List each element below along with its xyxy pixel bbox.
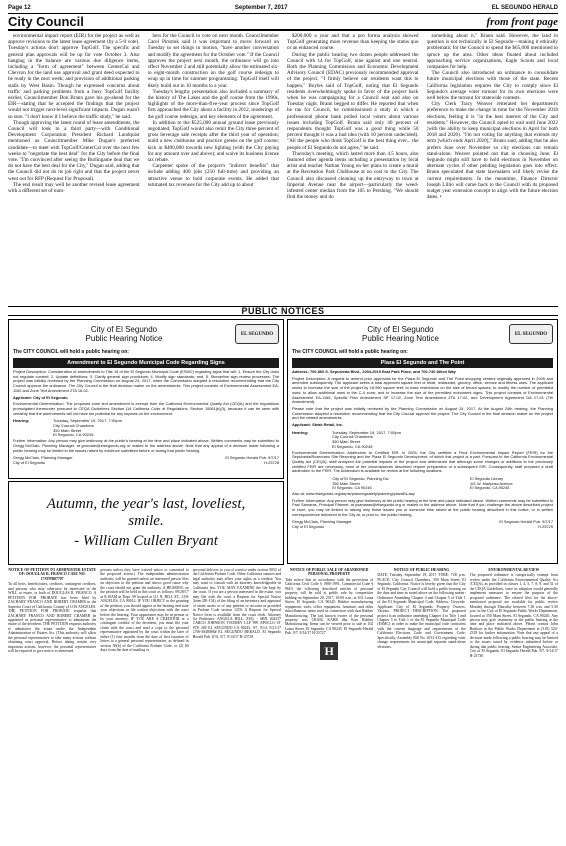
- notice-intro: The CITY COUNCIL will hold a public hearing on:: [292, 349, 408, 355]
- notice-env-block: [288, 451, 557, 475]
- continued-label: from front page: [486, 15, 558, 28]
- quote-box: [8, 481, 284, 565]
- notice-info: [288, 492, 557, 518]
- page-number: Page 12: [8, 5, 31, 11]
- quote-attribution: - William Cullen Bryant: [74, 533, 218, 549]
- notice-environmental: Environmental Determination: The proposed zone text amendment is exempt from the California Environmental Quality Act (CEQA) and the regulations promulgated thereunder pursuant to CEQA Guidelines Section (14 California Code of Regulations, Section 15061(b)(3), because it can be seen with certainty that the amendments will not have the potential for any impacts on the environment.: [13, 401, 279, 416]
- location-line: 111 W. Mariposa Avenue: [470, 480, 513, 486]
- sig-left: [292, 520, 352, 529]
- legal-heading: ENVIRONMENTAL REVIEW: [488, 568, 540, 572]
- article-col-4: [427, 33, 559, 313]
- notice-city: City of El Segundo: [90, 325, 158, 334]
- notice-signature: [9, 455, 283, 466]
- legal-text: The proposed ordinance is categorically exempt from review under the California Environmental Quality Act (CEQA), as provided in classes 1, 4, 5, 7, 8, 9, and 31 of the CEQA Guidelines, since its adoption would generally implement measures to ensure the purpose of the proposed ordinance. The related files for the above-mentioned proposal are available for public review Monday through Thursday between 7:30 a.m. and 5:30 p.m. in the City of El Segundo Public Works Department, located at 350 Main Street, El Segundo, CA 90245. Any person may give testimony at the public hearing at the time and place indicated above. Please contact John Barbour in the Public Works Department at (310) 524-2318 for further information. Note that any appeal of a decision made following a public hearing may be limited to the issues raised by evidence submitted before or during that public hearing. Senior Engineering Associate, City of El Segundo. El Segundo Herald Pub. 9/7, 9/14/17 H-25730: [469, 573, 558, 658]
- page-header-bar: [8, 3, 558, 13]
- article-paragraph: Thursday's meeting, which lasted more than 4.5 hours, also featured other agenda items including a presentation by local artist and teacher Nathan Young on her plans to create a mural at the Recreation Park Clubhouse at no cost to the City. The Council also discussed cleaning up the entryway to town at Imperial Avenue near the airport—particularly the weed-infested center median from the 105 to Pershing. "We should find the money and do: [287, 150, 419, 201]
- section-title: City Council: [8, 14, 84, 29]
- sig-line: Gregg McClain, Planning Manager: [292, 519, 352, 525]
- legal-text: Take notice that in accordance with the provisions of California Civil Code § 1980-1991, Commercial Code § 9610, the following described articles of personal property will be sold at public sale by competitive bidding on September 20, 2017, 10:00 a.m., at 102 Loma Street, El Segundo, CA 90245: Rubber manufacturing equipment, tools, office equipment, furniture, and other miscellaneous items used in connection with that Rubber Manufacturing. The last known owner of the personal property was CRAIG KARR dba Karr Rubber Manufacturing. Items can be viewed prior to sale at 102 Loma Street, El Segundo, CA 90245. El Segundo Herald Pub. 9/7, 9/14/17 H-25727: [284, 577, 374, 636]
- notice-body: [9, 370, 283, 416]
- city-seal-icon: EL SEGUNDO: [235, 324, 279, 344]
- article-paragraph: $200,000 a year and that a pro forma analysis showed TopGolf generating more revenue than keeping the status quo or an enhanced course.: [287, 33, 419, 52]
- location-planning: [332, 477, 389, 491]
- legal-heading: NOTICE OF PETITION TO ADMINISTER ESTATE OF: DOUGLAS R. FRANCO CASE NO. 17STPB07797: [8, 568, 96, 581]
- article-paragraph: The Council also introduced an ordinance to consolidate future municipal elections with those of the state. Recent California legislation requires the City to comply since El Segundo's average voter turnout for its own elections were well below the turnout for statewide contests.: [426, 70, 558, 102]
- legal-col-6: [470, 568, 558, 838]
- hearing-line: Tuesday, September 19, 2017, 7:00pm: [332, 429, 401, 435]
- legal-col-3: [193, 568, 281, 838]
- legal-notices: [8, 568, 558, 838]
- legal-text: personal delivery to you of a notice under section 9052 of the California Probate Code. Other California statutes and legal authority may affect your rights as a creditor. You may want to consult with an attorney knowledgeable in California law. YOU MAY EXAMINE the file kept by the court. If you are a person interested in the estate, you may file with the court a Request for Special Notice (form DE-154) of the filing of an inventory and appraisal of estate assets or of any petition or account as provided in Probate Code section 1250. A Request for Special Notice form is available from the court clerk. Attorney for Petitioner: ANGELA HILL, ESQ. - SBN 264237 CARCO JOHNSON TOOMEY LLP 999 APOLLO ST STE 200 EL SEGUNDO CA 90245. 9/7, 9/14, 9/21/17 CNS-3048086# EL SEGUNDO HERALD. El Segundo Herald Pub. 8/31, 9/7, 9/14/17 H-25718: [192, 568, 281, 639]
- notice-body: [288, 370, 557, 428]
- notice-hearing: [9, 418, 283, 439]
- section-header: [8, 14, 558, 31]
- notice-intro: The CITY COUNCIL will hold a public hearing on:: [13, 349, 129, 355]
- notice-city: City of El Segundo: [367, 325, 434, 334]
- notice-banner: Plaza El Segundo and The Point: [292, 358, 553, 368]
- sig-left: [13, 456, 73, 465]
- legal-col-5: [377, 568, 465, 838]
- legal-text: To all heirs, beneficiaries, creditors, contingent creditors, and persons who may otherwise be interested in the WILL or estate, or both of DOUGLAS R. FRANCO. A PETITION FOR PROBATE has been filed by ZACHARY FRANCO AND ROBERT CRAMER in the Superior Court of California, County of LOS ANGELES. THE PETITION FOR PROBATE requests that ZACHARY FRANCO AND ROBERT CRAMER be appointed as personal representative to administer the estate of the decedent. THE PETITION requests authority to administer the estate under the Independent Administration of Estates Act. (This authority will allow the personal representative to take many actions without obtaining court approval. Before taking certain very important actions, however, the personal representative will be required to give notice to interested: [8, 582, 97, 654]
- sig-line: City of El Segundo: [292, 523, 325, 529]
- notice-info-text: Further Information: Any person may give testimony at the public's hearing at the time and place indicated above. Written comments may be submitted to Gregg McClain, Planning Manager, at gmcclain@elsegundo.org or mailed to the address above. Note that any appeal of a decision made following a public hearing may be limited to the issues raised by evidence submitted before or during that public hearing.: [13, 438, 279, 453]
- sig-line: Gregg McClain, Planning Manager: [13, 455, 73, 461]
- notice-locations: [288, 476, 557, 492]
- notice-header: [288, 320, 557, 348]
- sig-right: [499, 520, 553, 529]
- legal-heading: NOTICE OF PUBLIC HEARING: [393, 568, 450, 572]
- article-col-2: [148, 33, 280, 313]
- notice-header: [9, 320, 283, 348]
- public-notices-banner: [8, 306, 558, 316]
- article-col-3: [287, 33, 419, 313]
- legal-text: DATE: Tuesday, September 19, 2017. TIME: 7:00 p.m. PLACE: City Council Chambers, 350 Main Street, El Segundo, California. Notice is hereby given that the City of El Segundo City Council will hold a public hearing on the date and time as noted above on the following matter: Ordinance Amending Chapter 4 and Chapter 5 of Title 1 of the El Segundo Municipal Code. Address: Citywide. Applicant: City of El Segundo. Property Owners: Various. PROJECT DESCRIPTION: The proposed project is an ordinance amending Chapter 4 to Title 1 and Chapter 5 to Title 1 of the El Segundo Municipal Code (ESMC) in order to make the municipal code consistent with the current language and requirements of the California Elections Code and Government Code. Specifically, Assembly Bill No. 2012-415 regarding voter change requirements for municipal separate stand-alone elections.: [377, 573, 466, 649]
- article-paragraph: bers for the Council to vote on next month. Councilmember Carol Pirsztuk said it was important to move forward on Tuesday to set things in motion, "have another conversation and modify the agreement for the October vote." If the Council approves the project next month, the ordinance will go into effect November 2 and still potentially allow the estimated six- to eight-month construction on the golf course redesign to wrap up in time for summer programming. TopGolf itself will likely build out in 10 months to a year.: [147, 33, 279, 89]
- location-line: El Segundo, CA 90245: [470, 485, 510, 491]
- notice-titles: [13, 325, 235, 343]
- sig-line: City of El Segundo: [13, 459, 46, 465]
- hearing-line: Tuesday, September 19, 2017, 7:00pm: [53, 418, 122, 424]
- location-line: El Segundo, CA 90245: [332, 485, 372, 491]
- notice-hearing: [288, 430, 557, 451]
- pub-line: El Segundo Herald Pub. 9/7/17: [499, 519, 553, 525]
- quote-line-2: smile.: [128, 513, 164, 529]
- location-line: 350 Main Street: [332, 480, 360, 486]
- article-paragraph: The end result may well be another revised lease agreement with a different set of num-: [8, 181, 140, 195]
- hearing-line: 350 Main Street: [53, 427, 82, 433]
- notice-environmental: Environmental Determination: Addendum to Certified EIR. In 2005, the City certified a Final Environmental Impact Report (FEIR) for the Sepulveda/Rosecrans Site Rezoning and the Plaza El Segundo Development, of which this project is a part. Pursuant to the California Environmental Quality Act (CEQA), staff analyzed the potential impacts of the project and determined that although some changes or additions to the previously certified FEIR are necessary, none of the circumstances described require preparation of a subsequent EIR. Consequently, staff prepared a draft addendum to the FEIR. The Addendum is available for review at the following locations:: [292, 449, 553, 474]
- article-paragraph: In addition to the $525,000 annual ground lease previously negotiated, TopGolf would also remit the City three percent of gross beverage sale receipts after the third year of operation; build a new clubhouse and practice greens on the golf course; kick in $400,000 towards new lighting (with the City paying for any amount over and above); and waive its business license tax rebate.: [147, 119, 279, 164]
- notice-address: Address: 700-860 S. Sepulveda Blvd., 2004-2015 East Park Place, and 700-740 Allied Way: [292, 369, 456, 374]
- article-paragraph: environmental impact report (EIR) for the project as well as approve revisions to the latest lease agreement (by a 5-0 vote). Tuesday's actions don't approve TopGolf. The specific and general plan approvals will be up for vote October 3. Also hanging in the balance are various due diligence items, including a "form of agreement" between CenterCal and Chevron for the land use approval and grant deed expected to be ready in the next week; and provision of additional parking stalls by West Basin. Though he expressed concerns about traffic and parking problems from a busy TopGolf facility earlier, Councilmember Don Brann gave his go-ahead for the EIR—stating that he accepted the findings that the project would not trigger next-level significant impacts. Dugan wasn't so sure. "I don't know if I believe the traffic study," he said.: [8, 33, 140, 120]
- hearing-details: [332, 431, 553, 450]
- notice-banner: Amendment to El Segundo Municipal Code Regarding Signs: [13, 358, 279, 368]
- article-paragraph: Tuesday's lengthy presentation also included a summary of the history of The Lakes and the golf course from the 1990s, highlights of the more-than-five-year process since TopGolf first approached the City about a facility in 2012, renderings of the golf course redesign, and key elements of the agreement.: [147, 88, 279, 120]
- article-paragraph: something about it," Brann said. However, the land in question is not technically in El Segundo—making it ethically problematic for the Council to spend the $65,000 mentioned to spruce up the area. Other ideas floated about included approaching service organizations, Eagle Scouts and local companies for help.: [426, 33, 558, 71]
- notice-description: Project Description: Consideration of amendments to Title 15 of the El Segundo Municipal Code (ESMC) regarding signs that will: 1. Ensure the City does not regulate content; 2. Update definitions; 3. Clarify general sign provisions; 4. Modify sign standards; and, 5. Streamline sign review processes. The project was initially reviewed by the Planning Commission on August 24, 2017, when the Commission adopted a resolution recommending that the City Council approve the ordinance. The City Council is the final decision maker on the amendments. This project consists of Environmental Assessment EA-1150 and Zone Text Amendment ZTA 16-02.: [13, 369, 279, 393]
- legal-col-1: [8, 568, 96, 838]
- issue-date: September 7, 2017: [234, 5, 288, 11]
- notice-applicant: Applicant: City of El Segundo: [13, 394, 68, 400]
- hearing-label: Hearing:: [292, 429, 309, 435]
- paper-name: EL SEGUNDO HERALD: [491, 5, 558, 11]
- hearing-details: [53, 419, 279, 438]
- city-seal-icon: EL SEGUNDO: [509, 324, 553, 344]
- hearing-line: El Segundo, CA 90245: [53, 432, 94, 438]
- article-paragraph: Though approving the latest round of lease amendments, the Council will look to a third party—with Conditional Development Corporation President Richard Lundquist mentioned as Councilmember Mike Dugan's preferred candidate—to meet with TopGolf/CenterCal over the next few weeks to "negotiate the best deal" for the City before the final vote. "I'm convinced after seeing the Burlingame deal that we do not have the best deal for the City," Dugan said, adding that the Council did not do its job right and that the project never went out for RFP (Request For Proposal).: [8, 119, 140, 182]
- sig-right: [225, 456, 279, 465]
- article-paragraph: During the public hearing two dozen people addressed the Council with 14 for TopGolf, nine against and one neutral. Both the Planning Commission and Economic Development Advisory Council (EDAC) previously recommended approval of the project. "I firmly believe our residents want this to happen," Boyles said of TopGolf, noting that El Segundo residents overwhelmingly spoke in favor of the project back when he was campaigning for a Council seat and also on Tuesday night. Brann begged to differ. He reported that when he ran for Council, he commissioned a study in which a professional phone bank polled local voters about various issues including TopGolf. Brann said only 40 percent of respondents thought TopGolf was a good thing while 50 percent thought it was a bad idea (with 10 percent undecided). "All the people who think TopGolf is the best thing ever... the people of El Segundo do not agree," he said.: [287, 51, 419, 151]
- article-paragraph: Carpenter spoke of the project's "indirect benefits" that include adding 400 jobs (250 full-time) and providing an attractive venue to hold corporate events. He added that estimated tax revenues for the City add up to about: [147, 163, 279, 188]
- public-notices-title: PUBLIC NOTICES: [241, 306, 325, 316]
- hearing-line: City Council Chambers: [332, 434, 373, 440]
- notice-sign-amendment: [8, 319, 284, 479]
- legal-heading: NOTICE OF PUBLIC SALE OF ABANDONED PERSONAL PROPERTY: [289, 568, 369, 577]
- notice-planning: Please note that the project was initially reviewed by the Planning Commission on August 24, 2017. At the August 24th hearing, the Planning Commission adopted a resolution recommending that the City Council approve the project. The City Council is the final decision maker on the project and the related amendments.: [292, 405, 553, 421]
- quote-line-1: Autumn, the year's last, loveliest,: [46, 496, 246, 512]
- location-line: City of El Segundo, Planning Div.: [332, 476, 390, 482]
- notice-info-text: Further Information: Any person may give testimony at the public hearing at the time and place indicated above. Written comments may be submitted to Paul Samaras, Principal Planner, at psamaras@elsegundo.org or mailed to the address above. Note that if you challenge the above described project in court, you may be limited to raising only those issues you or someone else raised at the public hearing described in this notice, or in written correspondence delivered to the City at, or prior to, the public hearing.: [292, 497, 553, 517]
- notice-online: Also at: www.elsegundo.org/depts/planningsafety/planning/plazaEs.asp: [292, 490, 415, 496]
- hearing-label: Hearing:: [13, 418, 30, 424]
- legal-col-2: [100, 568, 188, 838]
- notice-titles: [292, 325, 509, 343]
- legal-col-4: [285, 568, 373, 838]
- pub-line: H-25728: [264, 459, 279, 465]
- notice-info: [9, 439, 283, 453]
- hearing-line: 350 Main Street: [332, 439, 361, 445]
- article-col-1: [8, 33, 140, 313]
- pub-line: H-25729: [538, 523, 553, 529]
- herald-logo-icon: H: [320, 642, 338, 660]
- notice-signature: [288, 519, 557, 530]
- notice-plaza-el-segundo: [287, 319, 558, 564]
- location-library: [470, 477, 513, 491]
- pub-line: El Segundo Herald Pub. 9/7/17: [225, 455, 279, 461]
- hearing-line: El Segundo, CA 90245: [332, 443, 373, 449]
- notice-subtitle: Public Hearing Notice: [362, 334, 439, 343]
- notice-subtitle: Public Hearing Notice: [85, 334, 163, 343]
- article-paragraph: City Clerk Tracy Weaver reiterated her department's preference to make the change in time for the November 2018 elections, feeling it is "in the best interest of the City and residents." However, the Council opted to wait until June 2022 (with the ability to keep municipal elections in April for both 2018 and 2020). "I'm not voting for anything that extends my term [which ends April 2020]," Brann said, adding that he also prefers June over November so city elections can remain stand-alone. Weaver pointed out that in choosing June, El Segundo might still have to hold elections in November on alternate cycles if other pending legislation goes into effect. Brann speculated that state lawmakers will likely revise the current requirements. In the meantime, Finance Director Joseph Lillio will come back to the Council with its proposed budget year extension concept to align with the future election dates. •: [426, 101, 558, 201]
- article-body: [8, 33, 558, 313]
- notice-description: Project Description: A request to amend prior approvals for the Plaza El Segundo and The Point shopping centers originally approved in 2005 and amended subsequently. The applicant seeks a total approved square feet of retail, restaurant, grocery, office, service and fitness uses. The applicant seeks to increase the size of the project by 16,950 square feet; to ease restrictions on the size of tenant spaces; to modify the number of permitted uses; to allow additional uses in the C-4 zone; and to increase the size of the permitted monument signs. This project consists of Environmental Assessment EA-1165, Specific Plan Amendment SP 17-02, Zone Text Amendment ZTA 17-02, and Development Agreement DA 17-01 (7th Amendment).: [292, 375, 553, 405]
- legal-text: persons unless they have waived notice or consented to the proposed action.) The independent administration authority will be granted unless an interested person files an objection to the petition and shows good cause why the court should not grant the authority. A HEARING on the petition will be held in this court as follows: 09/28/17 at 8:30AM in Dept. 99 located at 111 N. HILL ST., LOS ANGELES, CA 90012. IF YOU OBJECT to the granting of the petition, you should appear at the hearing and state your objections or file written objections with the court before the hearing. Your appearance may be in person or by your attorney. IF YOU ARE A CREDITOR or a contingent creditor of the decedent, you must file your claim with the court and mail a copy to the personal representative appointed by the court within the later of either (1) four months from the date of first issuance of letters to a general personal representative, as defined in section 58(b) of the California Probate Code, or (2) 60 days from the date of mailing or: [100, 568, 189, 653]
- notice-applicant: Applicant: Steak Retail, Inc.: [292, 422, 344, 428]
- location-line: El Segundo Library: [470, 476, 504, 482]
- hearing-line: City Council Chambers: [53, 423, 94, 429]
